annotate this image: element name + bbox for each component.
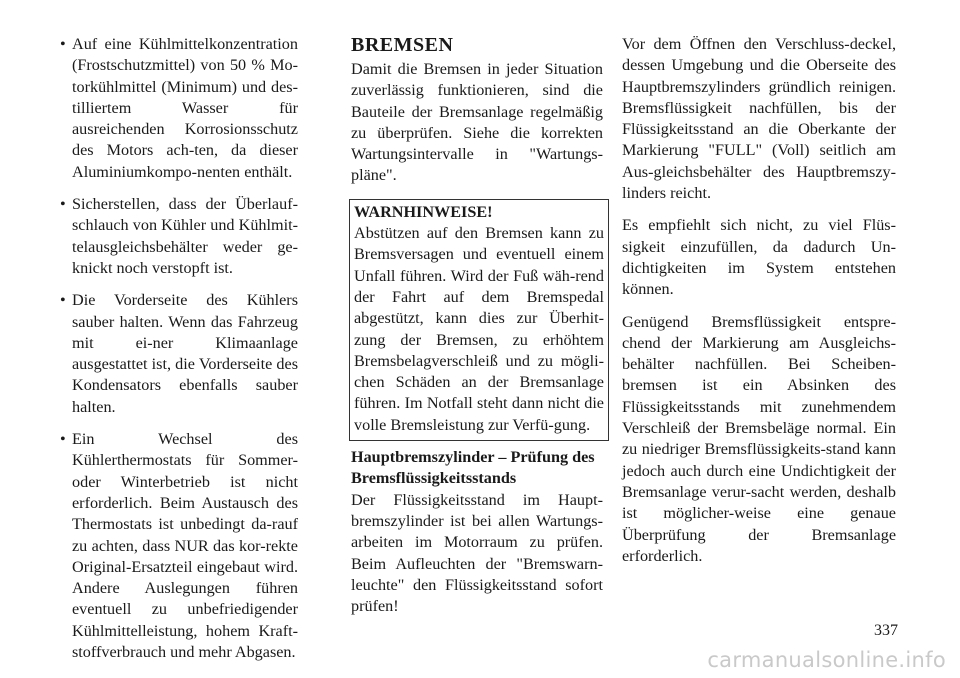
- subsection-text: Der Flüssigkeitsstand im Haupt-bremszylinder ist bei allen Wartungs-arbeiten im Motorraum zu prüfen. Beim Aufleuchten der "Bremswarn-leuchte" den Flüssigkeitsstand sofort prüfen!: [351, 490, 603, 616]
- list-item: • Sicherstellen, dass der Überlauf-schlauch von Kühler und Kühlmit-telausgleichsbehälter weder ge-knickt noch verstopft ist.: [60, 195, 298, 277]
- paragraph: Vor dem Öffnen den Verschluss-deckel, dessen Umgebung und die Oberseite des Hauptbremszylinders gründlich reinigen. Bremsflüssigkeit nachfüllen, bis der Flüssigkeitsstand an die Oberkante der Markierung "FULL" (Voll) seitlich am Aus-gleichsbehälter des Hauptbremszy-linders reicht.: [622, 35, 896, 203]
- list-item: • Auf eine Kühlmittelkonzentration (Frostschutzmittel) von 50 % Mo-torkühlmittel (Minimum) und des-tilliertem Wasser für ausreichenden Korrosionsschutz des Motors ach-ten, da dieser Aluminiumkompo-nenten enthält.: [60, 35, 298, 181]
- warning-box: [349, 199, 609, 441]
- bullet-list: [60, 34, 298, 663]
- paragraph: Genügend Bremsflüssigkeit entspre-chend der Markierung am Ausgleichs-behälter nachfüllen. Bei Scheiben-bremsen ist ein Absinken des Flüssigkeitsstands mit zunehmendem Verschleiß der Bremsbeläge normal. Ein zu niedriger Bremsflüssigkeits-stand kann jedoch auch durch eine Undichtigkeit der Bremsanlage verur-sacht werden, deshalb ist möglicher-weise eine genaue Überprüfung der Bremsanlage erforderlich.: [622, 312, 896, 565]
- bullet-icon: •: [60, 195, 66, 214]
- subsection-heading: Hauptbremszylinder – Prüfung des Bremsflüssigkeitsstands: [351, 448, 595, 488]
- page-number: 337: [874, 622, 898, 639]
- bullet-icon: •: [60, 291, 66, 310]
- watermark: carmanualsonline.info: [707, 648, 946, 672]
- bullet-icon: •: [60, 430, 66, 449]
- middle-column: [351, 34, 603, 617]
- intro-paragraph: Damit die Bremsen in jeder Situation zuverlässig funktionieren, sind die Bauteile der Bremsanlage regelmäßig zu überprüfen. Siehe die korrekten Wartungsintervalle in "Wartungs-pläne".: [351, 60, 603, 185]
- warning-text: Abstützen auf den Bremsen kann zu Bremsversagen und eventuell einem Unfall führen. Wird der Fuß wäh-rend der Fahrt auf dem Bremspedal abgestützt, kann dies zur Überhit-zung der Bremsen, zu erhöhtem Bremsbelagverschleiß und zu mögli-chen Schäden an der Bremsanlage führen. Im Notfall steht dann nicht die volle Bremsleistung zur Verfü-gung.: [354, 224, 604, 434]
- right-column: [622, 34, 896, 567]
- bullet-icon: •: [60, 35, 66, 53]
- left-column: [60, 34, 298, 674]
- list-item: • Die Vorderseite des Kühlers sauber halten. Wenn das Fahrzeug mit ei-ner Klimaanlage ausgestattet ist, die Vorderseite des Kondensators ebenfalls sauber halten.: [60, 291, 298, 416]
- section-heading: BREMSEN: [351, 34, 454, 56]
- paragraph: Es empfiehlt sich nicht, zu viel Flüs-sigkeit einzufüllen, da dadurch Un-dichtigkeiten im System entstehen können.: [622, 216, 896, 299]
- warning-title: WARNHINWEISE!: [354, 202, 493, 221]
- list-item: • Ein Wechsel des Kühlerthermostats für Sommer- oder Winterbetrieb ist nicht erforderlich. Beim Austausch des Thermostats ist unbedingt da-rauf zu achten, dass NUR das kor-rekte Original-Ersatzteil eingebaut wird. Andere Auslegungen führen eventuell zu unbefriedigender Kühlmittelleistung, hohem Kraft-stoffverbrauch und mehr Abgasen.: [60, 430, 298, 662]
